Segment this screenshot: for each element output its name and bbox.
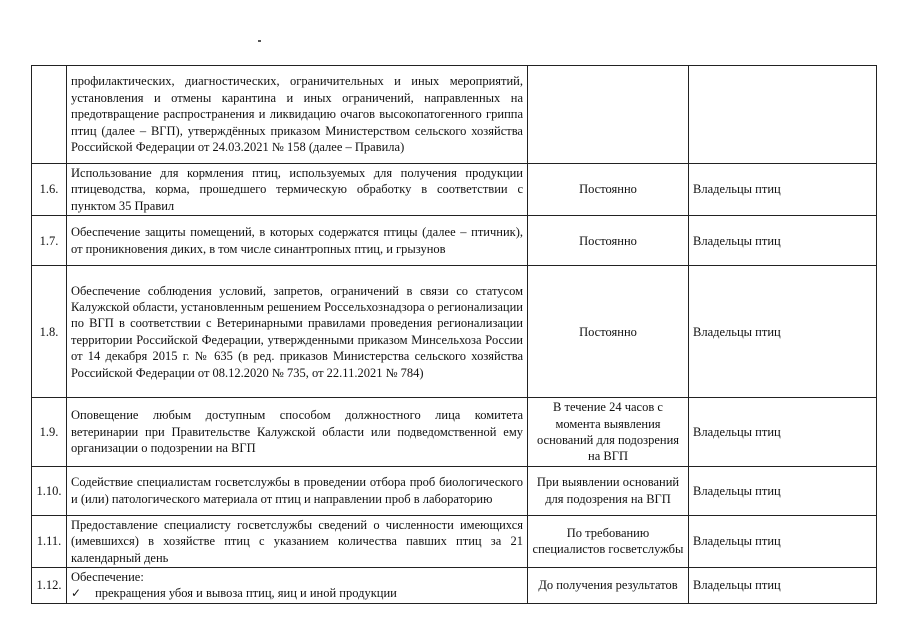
table-row [32, 164, 877, 216]
measure-description: Содействие специалистам госветслужбы в проведении отбора проб биологического и (или) патологического материала от птиц и направлении проб в лабораторию [67, 466, 528, 515]
table-row [32, 266, 877, 398]
description-heading: Обеспечение: [71, 570, 144, 585]
row-number: 1.10. [32, 466, 67, 515]
row-number [32, 66, 67, 164]
measure-responsible: Владельцы птиц [689, 398, 877, 467]
measure-description: Использование для кормления птиц, используемых для получения продукции птицеводства, корма, прошедшего термическую обработку в соответствии с пунктом 35 Правил [67, 164, 528, 216]
measure-responsible: Владельцы птиц [689, 164, 877, 216]
measure-responsible: Владельцы птиц [689, 216, 877, 266]
table-row [32, 466, 877, 515]
measures-table [31, 65, 877, 604]
measure-responsible: Владельцы птиц [689, 466, 877, 515]
measure-description: Предоставление специалисту госветслужбы сведений о численности имеющихся (имевшихся) в хозяйстве птиц с указанием количества павших птиц за 21 календарный день [67, 515, 528, 567]
row-number: 1.7. [32, 216, 67, 266]
measure-responsible: Владельцы птиц [689, 515, 877, 567]
measure-term: Постоянно [528, 164, 689, 216]
row-number: 1.11. [32, 515, 67, 567]
row-number: 1.9. [32, 398, 67, 467]
checkmark-icon: ✓ [71, 586, 82, 601]
table-row [32, 515, 877, 567]
description-bullet [71, 585, 523, 601]
measure-description: Обеспечение соблюдения условий, запретов, ограничений в связи со статусом Калужской области, установленным решением Россельхознадзора о регионализации по ВГП в соответствии с Ветеринарными правилами проведения регионализации территории Российской Федерации, утвержденными приказом Минсельхоза России от 14 декабря 2015 г. № 635 (в ред. приказов Министерства сельского хозяйства Российской Федерации от 08.12.2020 № 735, от 22.11.2021 № 784) [67, 266, 528, 398]
row-number: 1.12. [32, 568, 67, 604]
measure-term [528, 66, 689, 164]
measure-description: Обеспечение защиты помещений, в которых содержатся птицы (далее – птичник), от проникновения диких, в том числе синантропных птиц, и грызунов [67, 216, 528, 266]
measure-description [67, 568, 528, 604]
scan-speck [258, 40, 261, 42]
measure-term: По требованию специалистов госветслужбы [528, 515, 689, 567]
table-row [32, 398, 877, 467]
measure-description: Оповещение любым доступным способом должностного лица комитета ветеринарии при Правительстве Калужской области или подведомственной ему организации о подозрении на ВГП [67, 398, 528, 467]
table-row [32, 216, 877, 266]
table-row [32, 568, 877, 604]
bullet-text: прекращения убоя и вывоза птиц, яиц и иной продукции [95, 586, 397, 601]
row-number: 1.8. [32, 266, 67, 398]
measure-term: Постоянно [528, 266, 689, 398]
measure-term: При выявлении оснований для подозрения на ВГП [528, 466, 689, 515]
measure-term: В течение 24 часов с момента выявления оснований для подозрения на ВГП [528, 398, 689, 467]
measure-responsible [689, 66, 877, 164]
table-row [32, 66, 877, 164]
measure-responsible: Владельцы птиц [689, 266, 877, 398]
measure-term: Постоянно [528, 216, 689, 266]
measure-responsible: Владельцы птиц [689, 568, 877, 604]
measure-description: профилактических, диагностических, ограничительных и иных мероприятий, установления и отмены карантина и иных ограничений, направленных на предотвращение распространения и ликвидацию очагов высокопатогенного гриппа птиц (далее – ВГП), утверждённых приказом Министерством сельского хозяйства Российской Федерации от 24.03.2021 № 158 (далее – Правила) [67, 66, 528, 164]
measure-term: До получения результатов [528, 568, 689, 604]
row-number: 1.6. [32, 164, 67, 216]
